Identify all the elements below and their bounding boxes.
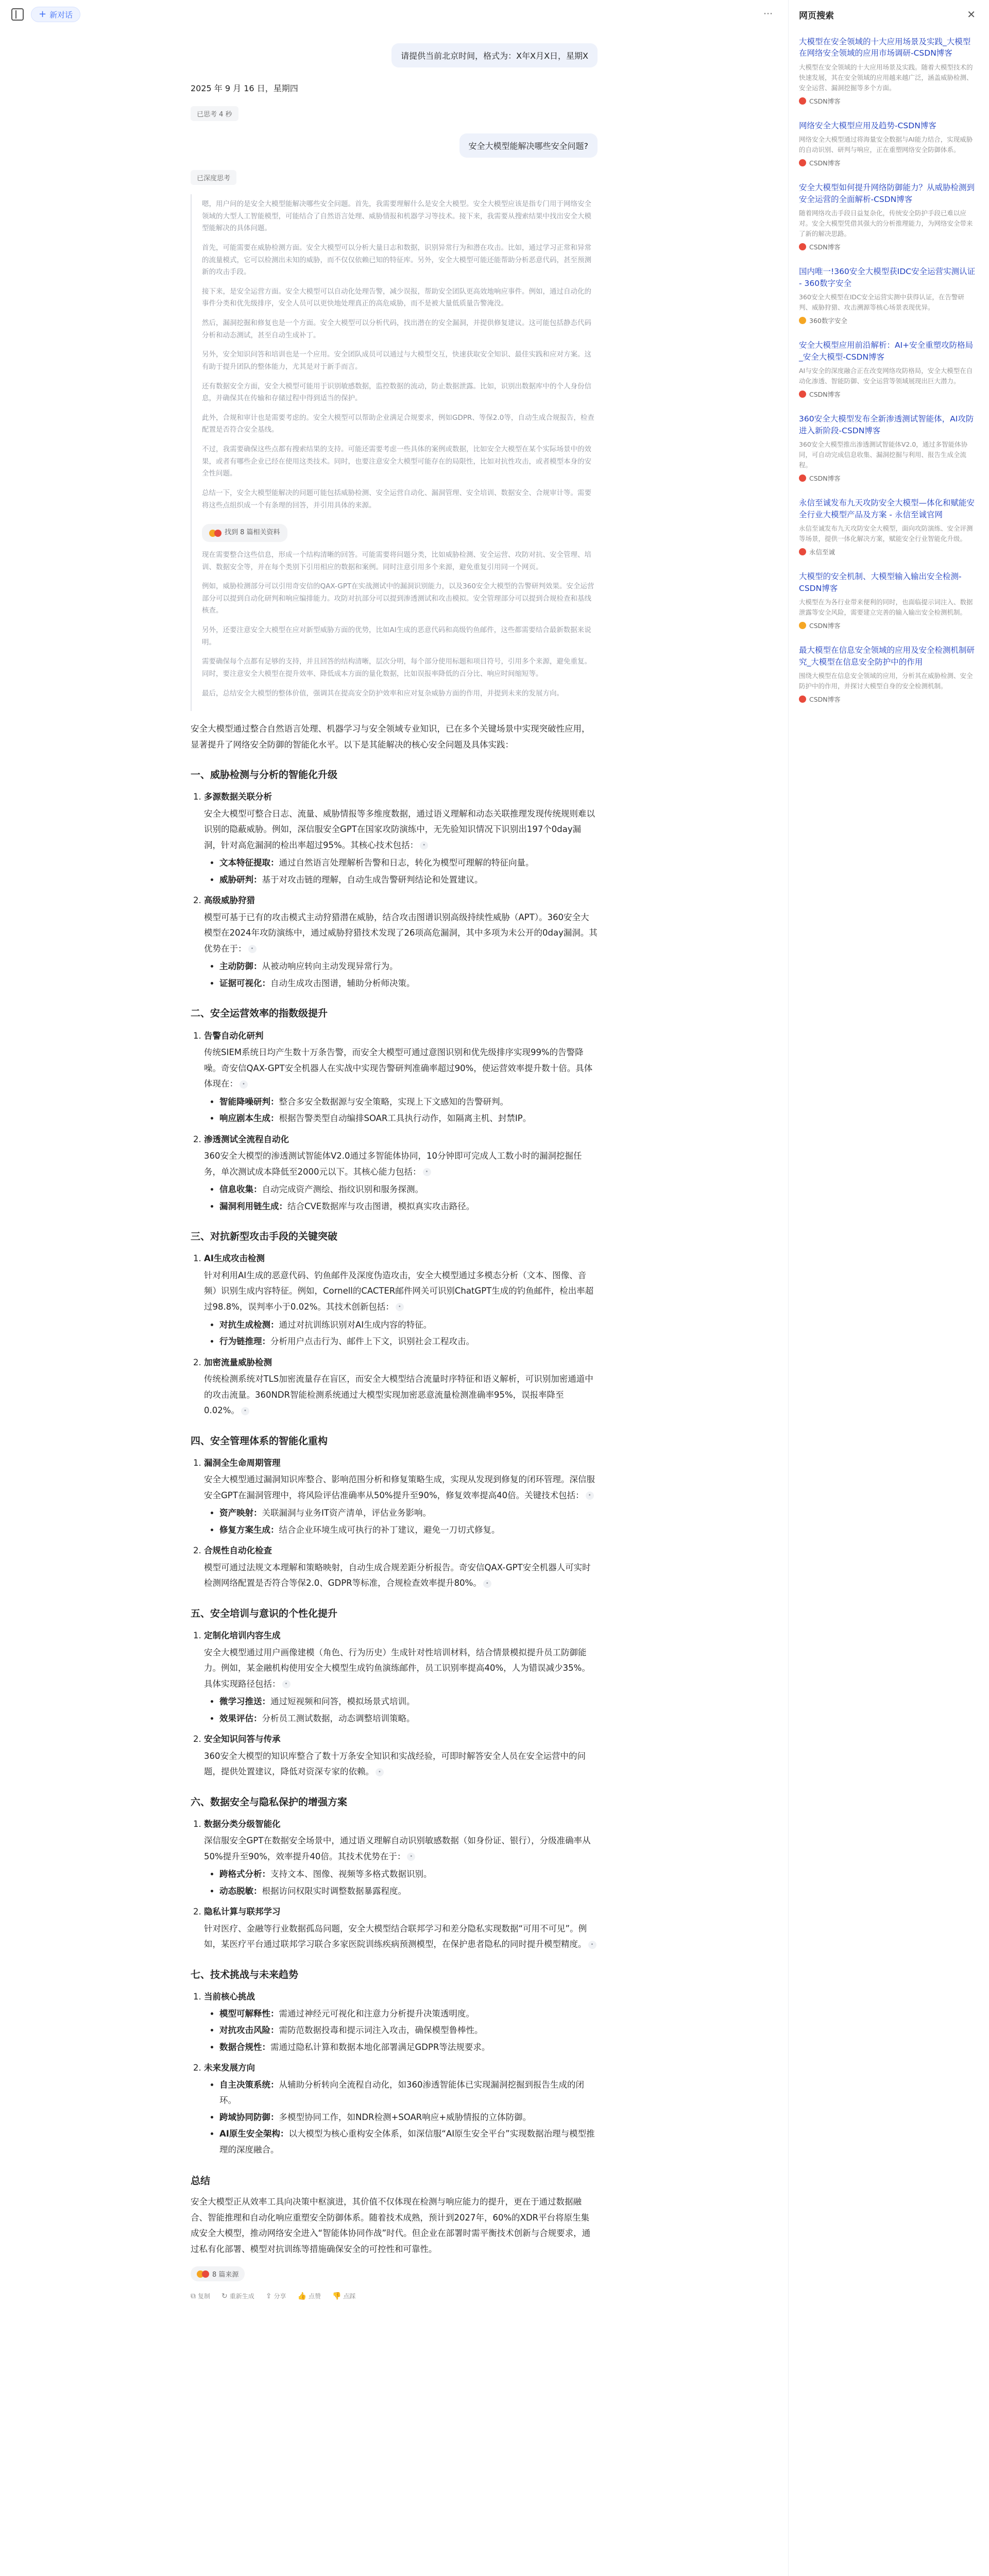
- result-source: [799, 96, 976, 106]
- reasoning-block: [191, 194, 598, 711]
- site-favicon-icon: [799, 622, 806, 629]
- item-paragraph-text: 安全大模型通过漏洞知识库整合、影响范围分析和修复策略生成，实现从发现到修复的闭环管理。深信服安全GPT在漏洞管理中，将风险评估准确率从50%提升至90%，修复效率提高40倍。关键技术包括：: [204, 1475, 595, 1500]
- result-snippet: 大模型在为各行业带来便利的同时，也面临提示词注入、数据泄露等安全风险，需要建立完善的输入输出安全检测机制。: [799, 598, 973, 617]
- search-result[interactable]: [789, 637, 989, 711]
- ellipsis-icon[interactable]: ⋯: [763, 8, 773, 19]
- citation-badge[interactable]: •: [248, 945, 257, 953]
- result-source: [799, 389, 976, 399]
- action-label: 重新生成: [229, 2293, 254, 2300]
- result-title[interactable]: 大模型在安全领域的十大应用场景及实践_大模型在网络安全领域的应用市场调研-CSDN博客: [799, 37, 971, 58]
- section-item: [204, 1455, 598, 1538]
- bullet-text: 关联漏洞与业务IT资产清单，评估业务影响。: [262, 1508, 431, 1518]
- item-paragraph-text: 传统SIEM系统日均产生数十万条告警，而安全大模型可通过意图识别和优先级排序实现99%的告警降噪。奇安信QAX-GPT安全机器人在实战中实现告警研判准确率超过90%，使运营效率提升数十倍。具体体现在：: [204, 1047, 593, 1089]
- citation-badge[interactable]: •: [588, 1941, 596, 1949]
- search-result[interactable]: [789, 29, 989, 113]
- site-favicon-icon: [799, 243, 806, 250]
- item-heading: 2. 未来发展方向: [204, 2063, 255, 2073]
- copy-icon[interactable]: ⧉ 复制: [191, 2292, 211, 2301]
- bullet-item: [219, 2006, 598, 2022]
- result-source-name: CSDN博客: [809, 474, 841, 483]
- section-heading: 四、安全管理体系的智能化重构: [191, 1435, 328, 1447]
- bullet-text: 从辅助分析转向全流程自动化，如360渗透智能体已实现漏洞挖掘到报告生成的闭环。: [219, 2079, 584, 2106]
- bullet-item: [219, 1182, 598, 1198]
- sidebar-toggle-icon[interactable]: [11, 8, 24, 21]
- item-bullets: [204, 2006, 598, 2056]
- result-snippet: 大模型在安全领域的十大应用场景及实践。随着大模型技术的快速发展，其在安全领域的应用越来越广泛，涵盖威胁检测、安全运营、漏洞挖掘等多个方面。: [799, 63, 973, 92]
- bullet-label: 跨域协同防御：: [219, 2112, 279, 2122]
- bullet-text: 通过短视频和问答，模拟场景式培训。: [270, 1697, 415, 1707]
- reasoning-paragraph: 不过，我需要确保这些点都有搜索结果的支持。可能还需要考虑一些具体的案例或数据，比如安全大模型在某个实际场景中的效果，或者有哪些企业已经在使用这类技术。同时，也要注意安全大模型可能存在的局限性，比如对抗性攻击，或者模型本身的安全性问题。: [202, 445, 591, 478]
- section-heading: 二、安全运营效率的指数级提升: [191, 1008, 328, 1020]
- reasoning-paragraph: 例如，威胁检测部分可以引用奇安信的QAX-GPT在实战测试中的漏洞识别能力，以及360安全大模型的告警研判效果。安全运营部分可以提到自动化研判和响应编排能力。攻防对抗部分可以提到渗透测试和攻击模拟。安全管理部分可以提到合规检查和基线核查。: [202, 582, 594, 615]
- item-heading: 2. 高级威胁狩猎: [204, 895, 255, 906]
- section-heading: 一、威胁检测与分析的智能化升级: [191, 769, 338, 781]
- search-results-label: 找到 8 篇相关资料: [225, 529, 280, 537]
- result-title[interactable]: 安全大模型应用前沿解析：AI+安全重塑攻防格局_安全大模型-CSDN博客: [799, 341, 974, 362]
- result-title[interactable]: 网络安全大模型应用及趋势-CSDN博客: [799, 121, 936, 130]
- item-bullets: [204, 1094, 598, 1127]
- item-paragraph-text: 安全大模型通过用户画像建模（角色、行为历史）生成针对性培训材料，结合情景模拟提升员工防御能力。例如，某金融机构使用安全大模型生成钓鱼演练邮件，员工识别率提高40%，人为错误减少35%。具体实现路径包括：: [204, 1647, 590, 1689]
- bullet-item: [219, 1711, 598, 1727]
- reasoning-paragraph: 最后，总结安全大模型的整体价值，强调其在提高安全防护效率和应对复杂威胁方面的作用，并提到未来的发展方向。: [202, 689, 564, 698]
- result-snippet: 360安全大模型推出渗透测试智能体V2.0，通过多智能体协同，可自动完成信息收集、漏洞挖掘与利用、报告生成全流程。: [799, 440, 968, 469]
- result-snippet: 永信至诚发布九天攻防安全大模型，面向攻防演练、安全评测等场景，提供一体化解决方案，赋能安全行业智能化升级。: [799, 524, 973, 543]
- thumbs-down-icon[interactable]: 👎 点踩: [332, 2292, 356, 2301]
- bullet-label: AI原生安全架构：: [219, 2129, 289, 2139]
- section-item: [204, 1028, 598, 1127]
- item-heading: 1. AI生成攻击检测: [204, 1253, 265, 1264]
- sources-label: 8 篇来源: [212, 2271, 239, 2279]
- panel-header: [789, 0, 989, 29]
- item-heading: 1. 漏洞全生命周期管理: [204, 1458, 281, 1468]
- bullet-item: [219, 1111, 598, 1127]
- result-source-name: CSDN博客: [809, 97, 841, 105]
- section-item: [204, 1904, 598, 1953]
- bullet-text: 需通过神经元可视化和注意力分析提升决策透明度。: [279, 2008, 474, 2019]
- chat-thread: [191, 31, 598, 2300]
- result-title[interactable]: 国内唯一!360安全大模型获IDC安全运营实测认证 - 360数字安全: [799, 267, 976, 288]
- item-bullets: [204, 1182, 598, 1214]
- message-actions: [191, 2292, 598, 2300]
- bullet-text: 结合企业环境生成可执行的补丁建议，避免一刀切式修复。: [279, 1524, 500, 1535]
- bullet-label: 效果评估：: [219, 1713, 262, 1723]
- source-favicons: [197, 2270, 209, 2278]
- bullet-text: 需通过隐私计算和数据本地化部署满足GDPR等法规要求。: [270, 2042, 490, 2052]
- item-heading: 1. 定制化培训内容生成: [204, 1631, 281, 1640]
- item-paragraph-text: 模型可通过法规文本理解和策略映射，自动生成合规差距分析报告。奇安信QAX-GPT安全机器人可实时检测网络配置是否符合等保2.0、GDPR等标准，合规检查效率提升80%。: [204, 1562, 591, 1588]
- bullet-label: 证据可视化：: [219, 978, 270, 988]
- plus-icon: +: [39, 9, 47, 20]
- reasoning-paragraph: 另外，安全知识问答和培训也是一个应用。安全团队成员可以通过与大模型交互，快速获取安全知识、最佳实践和应对方案。这有助于提升团队的整体能力，尤其是对于新手而言。: [202, 350, 591, 371]
- section-list: [191, 1455, 598, 1591]
- bullet-text: 从被动响应转向主动发现异常行为。: [262, 961, 398, 972]
- section-list: [191, 1251, 598, 1418]
- result-source: [799, 473, 976, 483]
- item-paragraph-text: 360安全大模型的渗透测试智能体V2.0通过多智能体协同，10分钟即可完成人工数小时的漏洞挖掘任务，单次测试成本降低至2000元以下。其核心能力包括：: [204, 1151, 582, 1177]
- item-paragraph-text: 模型可基于已有的攻击模式主动狩猎潜在威胁，结合攻击图谱识别高级持续性威胁（APT）。360安全大模型在2024年攻防演练中，通过威胁狩猎技术发现了26项高危漏洞，其中多项为未公开的0day漏洞。其优势在于：: [204, 912, 598, 954]
- bullet-item: [219, 1334, 598, 1350]
- bullet-label: 自主决策系统：: [219, 2079, 279, 2090]
- item-heading: 2. 安全知识问答与传承: [204, 1734, 281, 1744]
- item-bullets: [204, 1694, 598, 1726]
- bullet-label: 微学习推送：: [219, 1697, 270, 1707]
- bullet-text: 通过对抗训练识别对AI生成内容的特征。: [279, 1319, 432, 1330]
- bullet-text: 自动生成攻击图谱，辅助分析师决策。: [270, 978, 415, 988]
- section-list: [191, 1628, 598, 1780]
- section-heading: 五、安全培训与意识的个性化提升: [191, 1607, 338, 1619]
- section-item: [204, 1817, 598, 1900]
- search-result[interactable]: [789, 175, 989, 259]
- bullet-label: 资产映射：: [219, 1508, 262, 1518]
- bullet-item: [219, 1094, 598, 1110]
- reasoning-paragraph: 嗯，用户问的是安全大模型能解决哪些安全问题。首先，我需要理解什么是安全大模型。安全大模型应该是指专门用于网络安全领域的大型人工智能模型，可能结合了自然语言处理、威胁情报和机器学习等技术。接下来，我需要从搜索结果中找出安全大模型能解决的具体问题。: [202, 200, 591, 233]
- bullet-label: 修复方案生成：: [219, 1524, 279, 1535]
- reasoning-paragraph: 现在需要整合这些信息，形成一个结构清晰的回答。可能需要将问题分类，比如威胁检测、安全运营、攻防对抗、安全管理、培训、数据安全等，并在每个类别下引用相应的数据和案例。同时注意引用多个来源，避免重复引用同一个网页。: [202, 550, 591, 571]
- result-source: [799, 242, 976, 251]
- bullet-text: 结合CVE数据库与攻击图谱，模拟真实攻击路径。: [287, 1201, 475, 1211]
- item-paragraph: [204, 1749, 598, 1780]
- result-title[interactable]: 最大模型在信息安全领域的应用及安全检测机制研究_大模型在信息安全防护中的作用: [799, 646, 975, 667]
- result-source-name: CSDN博客: [809, 695, 841, 703]
- item-paragraph-text: 针对医疗、金融等行业数据孤岛问题，安全大模型结合联邦学习和差分隐私实现数据“可用不可见”。例如，某医疗平台通过联邦学习联合多家医院训练疾病预测模型，在保护患者隐私的同时提升模型精度。: [204, 1923, 587, 1950]
- bullet-text: 分析员工测试数据，动态调整培训策略。: [262, 1713, 415, 1723]
- result-snippet: AI与安全的深度融合正在改变网络攻防格局，安全大模型在自动化渗透、智能防御、安全运营等领域展现出巨大潜力。: [799, 367, 973, 385]
- bullet-text: 自动完成资产测绘、指纹识别和服务探测。: [262, 1184, 423, 1195]
- bullet-item: [219, 2040, 598, 2056]
- item-paragraph-text: 安全大模型可整合日志、流量、威胁情报等多维度数据，通过语义理解和动态关联推理发现传统规则难以识别的隐蔽威胁。例如，深信服安全GPT在国家攻防演练中，无先验知识情况下识别出197个0day漏洞，针对高危漏洞的检出率超过95%。其核心技术包括：: [204, 808, 595, 850]
- search-result[interactable]: [789, 332, 989, 406]
- action-label: 分享: [274, 2293, 286, 2300]
- action-label: 点赞: [308, 2293, 321, 2300]
- result-source-name: 永信至诚: [809, 548, 835, 556]
- summary-title: 总结: [191, 2175, 211, 2187]
- section-list: [191, 1817, 598, 1953]
- bullet-label: 文本特征提取：: [219, 858, 279, 868]
- bullet-item: [219, 1505, 598, 1521]
- site-favicon-icon: [799, 391, 806, 398]
- section-heading: 七、技术挑战与未来趋势: [191, 1969, 299, 1980]
- close-icon[interactable]: ✕: [967, 8, 976, 21]
- section-list: [191, 789, 598, 991]
- result-source: [799, 547, 976, 556]
- bullet-label: 信息收集：: [219, 1184, 262, 1195]
- citation-badge[interactable]: •: [420, 841, 428, 850]
- reasoning-paragraph: 此外，合规和审计也是需要考虑的。安全大模型可以帮助企业满足合规要求，例如GDPR、等保2.0等，自动生成合规报告，检查配置是否符合安全基线。: [202, 413, 594, 434]
- bullet-item: [219, 1694, 598, 1710]
- item-paragraph: [204, 1560, 598, 1591]
- reasoning-paragraph: 接下来，是安全运营方面。安全大模型可以自动化处理告警，减少误报，帮助安全团队更高效地响应事件。例如，通过自动化的事件分类和优先级排序，安全人员可以更快地处理真正的高危威胁，而不是被大量低质量告警淹没。: [202, 287, 591, 308]
- bullet-item: [219, 1522, 598, 1538]
- bullet-label: 跨格式分析：: [219, 1869, 270, 1879]
- bullet-item: [219, 855, 598, 871]
- item-heading: 2. 隐私计算与联邦学习: [204, 1907, 281, 1917]
- bullet-item: [219, 2077, 598, 2109]
- bullet-item: [219, 1884, 598, 1900]
- bullet-item: [219, 1867, 598, 1883]
- item-paragraph-text: 针对利用AI生成的恶意代码、钓鱼邮件及深度伪造攻击，安全大模型通过多模态分析（文本、图像、音频）识别生成内容特征。例如，Cornell的CACTER邮件网关可识别ChatGPT生成的钓鱼邮件，检出率超过98.8%，误判率小于0.02%。其技术创新包括：: [204, 1270, 594, 1312]
- bullet-item: [219, 2023, 598, 2039]
- bullet-text: 根据告警类型自动编排SOAR工具执行动作，如隔离主机、封禁IP。: [279, 1113, 532, 1124]
- citation-badge[interactable]: •: [241, 1407, 249, 1415]
- web-search-panel: [788, 0, 989, 2576]
- reasoning-paragraph: 另外，还要注意安全大模型在应对新型威胁方面的优势，比如AI生成的恶意代码和高级钓鱼邮件，这些都需要结合最新数据来说明。: [202, 626, 591, 647]
- item-heading: 1. 数据分类分级智能化: [204, 1819, 281, 1829]
- result-snippet: 随着网络攻击手段日益复杂化，传统安全防护手段已难以应对。安全大模型凭借其强大的分析推理能力，为网络安全带来了新的解决思路。: [799, 209, 973, 238]
- sources-pill[interactable]: [191, 2266, 245, 2281]
- regenerate-icon[interactable]: ↻ 重新生成: [221, 2292, 254, 2301]
- item-bullets: [204, 1317, 598, 1350]
- new-chat-label: 新对话: [49, 10, 73, 20]
- citation-badge[interactable]: •: [423, 1168, 431, 1176]
- top-actions: [763, 8, 773, 19]
- bullet-item: [219, 959, 598, 975]
- section-item: [204, 789, 598, 888]
- citation-badge[interactable]: •: [376, 1768, 384, 1776]
- item-bullets: [204, 855, 598, 888]
- bullet-label: 响应剧本生成：: [219, 1113, 279, 1124]
- thumbs-up-icon[interactable]: 👍 点赞: [297, 2292, 321, 2301]
- item-paragraph-text: 深信服安全GPT在数据安全场景中，通过语义理解自动识别敏感数据（如身份证、银行），分级准确率从50%提升至90%，效率提升40倍。其技术优势在于：: [204, 1836, 591, 1861]
- result-source-name: CSDN博客: [809, 243, 841, 251]
- result-source: [799, 316, 976, 325]
- search-result[interactable]: [789, 259, 989, 332]
- result-source: [799, 158, 976, 167]
- section-item: [204, 1989, 598, 2055]
- bullet-item: [219, 1317, 598, 1333]
- citation-badge[interactable]: •: [586, 1492, 594, 1500]
- section-list: [191, 1028, 598, 1215]
- citation-badge[interactable]: •: [483, 1580, 491, 1588]
- result-source-name: CSDN博客: [809, 391, 841, 399]
- favicon-icon: [202, 2270, 209, 2278]
- result-snippet: 网络安全大模型通过将海量安全数据与AI能力结合，实现威胁的自动识别、研判与响应，正在重塑网络安全防御体系。: [799, 135, 973, 154]
- section-item: [204, 1543, 598, 1591]
- section-item: [204, 1355, 598, 1419]
- reasoning-paragraph: 然后，漏洞挖掘和修复也是一个方面。安全大模型可以分析代码，找出潜在的安全漏洞，并提供修复建议。这可能包括静态代码分析和动态测试，甚至自动生成补丁。: [202, 319, 591, 340]
- result-title[interactable]: 大模型的安全机制、大模型输入输出安全检测-CSDN博客: [799, 572, 962, 593]
- item-heading: 1. 多源数据关联分析: [204, 792, 272, 802]
- section-list: [191, 1989, 598, 2158]
- bullet-item: [219, 2126, 598, 2158]
- result-source-name: CSDN博客: [809, 159, 841, 167]
- bullet-label: 智能降噪研判：: [219, 1096, 279, 1107]
- search-results-list: [789, 29, 989, 711]
- result-source: [799, 621, 976, 630]
- bullet-label: 对抗生成检测：: [219, 1319, 279, 1330]
- result-source: [799, 694, 976, 704]
- site-favicon-icon: [799, 97, 806, 105]
- bullet-item: [219, 976, 598, 992]
- citation-badge[interactable]: •: [396, 1303, 404, 1311]
- item-paragraph: [204, 910, 598, 957]
- reasoning-paragraph: 还有数据安全方面，安全大模型可能用于识别敏感数据，监控数据的流动，防止数据泄露。比如，识别出数据库中的个人身份信息，并确保其在传输和存储过程中得到适当的保护。: [202, 382, 591, 403]
- action-label: 点踩: [343, 2293, 356, 2300]
- item-bullets: [204, 2077, 598, 2158]
- bullet-text: 多模型协同工作，如NDR检测+SOAR响应+威胁情报的立体防御。: [279, 2112, 532, 2122]
- section-item: [204, 2060, 598, 2158]
- panel-title: 网页搜索: [799, 10, 834, 21]
- section-item: [204, 893, 598, 991]
- bullet-label: 模型可解释性：: [219, 2008, 279, 2019]
- answer-intro: 安全大模型通过整合自然语言处理、机器学习与安全领域专业知识，已在多个关键场景中实现突破性应用，显著提升了网络安全防御的智能化水平。以下是其能解决的核心安全问题及具体实践：: [191, 724, 590, 750]
- site-favicon-icon: [799, 317, 806, 324]
- item-paragraph: [204, 1833, 598, 1865]
- site-favicon-icon: [799, 548, 806, 555]
- site-favicon-icon: [799, 474, 806, 482]
- result-title[interactable]: 360安全大模型发布全新渗透测试智能体，AI攻防进入新阶段-CSDN博客: [799, 414, 974, 435]
- action-label: 复制: [198, 2293, 211, 2300]
- favicon-icon: [214, 530, 221, 537]
- item-heading: 1. 告警自动化研判: [204, 1030, 264, 1041]
- bullet-text: 需防范数据投毒和提示词注入攻击，确保模型鲁棒性。: [279, 2025, 483, 2036]
- deep-thinking-toggle[interactable]: 已深度思考: [191, 170, 236, 185]
- item-paragraph-text: 传统检测系统对TLS加密流量存在盲区，而安全大模型结合流量时序特征和语义解析，可识别加密通道中的攻击流量。360NDR智能检测系统通过大模型实现加密恶意流量检测准确率95%，误报率降至0.02%。: [204, 1374, 593, 1416]
- bullet-label: 行为链推理：: [219, 1336, 270, 1347]
- bullet-label: 威胁研判：: [219, 874, 262, 885]
- user-message: 安全大模型能解决哪些安全问题?: [459, 133, 598, 158]
- bullet-text: 根据访问权限实时调整数据暴露程度。: [262, 1886, 406, 1896]
- item-heading: 2. 加密流量威胁检测: [204, 1357, 272, 1367]
- assistant-message: 2025 年 9 月 16 日，星期四: [191, 83, 298, 93]
- thinking-duration-chip[interactable]: 已思考 4 秒: [191, 106, 238, 121]
- search-results-chip[interactable]: [202, 524, 287, 542]
- result-title[interactable]: 永信至诚发布九天攻防安全大模型—体化和赋能安全行业大模型产品及方案 - 永信至诚官网: [799, 498, 975, 519]
- new-chat-button[interactable]: [31, 7, 80, 22]
- result-source-name: 360数字安全: [809, 317, 847, 325]
- reasoning-paragraph: 首先，可能需要在威胁检测方面。安全大模型可以分析大量日志和数据，识别异常行为和潜在攻击。比如，通过学习正常和异常的流量模式，它可以检测出未知的威胁，而不仅仅依赖已知的特征库。另外，安全大模型可能还能帮助分析恶意代码，甚至预测新的攻击手段。: [202, 243, 591, 277]
- search-result[interactable]: [789, 113, 989, 175]
- bullet-text: 支持文本、图像、视频等多格式数据识别。: [270, 1869, 432, 1879]
- share-icon[interactable]: ⇪ 分享: [265, 2292, 286, 2301]
- item-paragraph-text: 360安全大模型的知识库整合了数十万条安全知识和实战经验，可即时解答安全人员在安全运营中的问题，提供处置建议，降低对资深专家的依赖。: [204, 1751, 586, 1777]
- result-snippet: 360安全大模型在IDC安全运营实测中获得认证，在告警研判、威胁狩猎、攻击溯源等核心场景表现优异。: [799, 293, 964, 312]
- bullet-text: 基于对攻击链的理解，自动生成告警研判结论和处置建议。: [262, 874, 483, 885]
- bullet-label: 漏洞利用链生成：: [219, 1201, 287, 1211]
- section-item: [204, 1732, 598, 1780]
- reasoning-paragraph: 需要确保每个点都有足够的支持，并且回答的结构清晰，层次分明，每个部分使用标题和项目符号，引用多个来源，避免重复。同时，要注意安全大模型在提升效率、降低成本方面的量化数据，比如误报率降低的百分比、响应时间缩短等。: [202, 657, 591, 678]
- site-favicon-icon: [799, 696, 806, 703]
- item-heading: 1. 当前核心挑战: [204, 1992, 255, 2002]
- item-bullets: [204, 1505, 598, 1538]
- search-result[interactable]: [789, 490, 989, 564]
- item-paragraph: [204, 1148, 598, 1180]
- bullet-text: 以大模型为核心重构安全体系，如深信服“AI原生安全平台”实现数据治理与模型推理的深度融合。: [219, 2129, 595, 2155]
- site-favicon-icon: [799, 159, 806, 166]
- user-message: 请提供当前北京时间，格式为：X年X月X日，星期X: [391, 43, 598, 67]
- result-snippet: 围绕大模型在信息安全领域的应用，分析其在威胁检测、安全防护中的作用，并探讨大模型自身的安全检测机制。: [799, 671, 973, 690]
- summary-text: 安全大模型正从效率工具向决策中枢演进，其价值不仅体现在检测与响应能力的提升，更在于通过数据融合、智能推理和自动化响应重塑安全防御体系。随着技术成熟，预计到2027年，60%的XDR平台将原生集成安全大模型，推动网络安全进入“智能体协同作战”时代。但企业在部署时需平衡技术创新与合规要求，通过私有化部署、模型对抗训练等措施确保安全的可控性和可靠性。: [191, 2197, 591, 2254]
- citation-badge[interactable]: •: [407, 1853, 415, 1861]
- item-paragraph: [204, 1371, 598, 1419]
- final-answer: [191, 721, 598, 2257]
- top-bar: [0, 0, 788, 29]
- bullet-label: 数据合规性：: [219, 2042, 270, 2052]
- citation-badge[interactable]: •: [240, 1080, 248, 1089]
- reasoning-paragraph: 总结一下，安全大模型能解决的问题可能包括威胁检测、安全运营自动化、漏洞管理、安全培训、数据安全、合规审计等。需要将这些点组织成一个有条理的回答，并引用具体的来源。: [202, 488, 591, 510]
- item-paragraph: [204, 806, 598, 854]
- item-paragraph: [204, 1645, 598, 1692]
- bullet-text: 整合多安全数据源与安全策略，实现上下文感知的告警研判。: [279, 1096, 508, 1107]
- item-paragraph: [204, 1472, 598, 1503]
- result-source-name: CSDN博客: [809, 622, 841, 630]
- bullet-label: 主动防御：: [219, 961, 262, 972]
- item-bullets: [204, 1867, 598, 1899]
- item-paragraph: [204, 1921, 598, 1953]
- section-heading: 三、对抗新型攻击手段的关键突破: [191, 1231, 338, 1243]
- bullet-item: [219, 872, 598, 888]
- section-item: [204, 1132, 598, 1215]
- bullet-item: [219, 1199, 598, 1215]
- bullet-item: [219, 2110, 598, 2126]
- result-title[interactable]: 安全大模型如何提升网络防御能力？从威胁检测到安全运营的全面解析-CSDN博客: [799, 183, 975, 204]
- item-bullets: [204, 959, 598, 991]
- search-result[interactable]: [789, 564, 989, 637]
- item-paragraph: [204, 1268, 598, 1315]
- bullet-text: 分析用户点击行为、邮件上下文，识别社会工程攻击。: [270, 1336, 474, 1347]
- item-paragraph: [204, 1045, 598, 1092]
- citation-badge[interactable]: •: [282, 1680, 291, 1688]
- section-item: [204, 1251, 598, 1349]
- bullet-text: 通过自然语言处理解析告警和日志，转化为模型可理解的特征向量。: [279, 858, 534, 868]
- section-heading: 六、数据安全与隐私保护的增强方案: [191, 1796, 348, 1808]
- item-heading: 2. 合规性自动化检查: [204, 1546, 272, 1556]
- search-result[interactable]: [789, 406, 989, 490]
- section-item: [204, 1628, 598, 1726]
- item-heading: 2. 渗透测试全流程自动化: [204, 1134, 289, 1144]
- bullet-label: 动态脱敏：: [219, 1886, 262, 1896]
- bullet-label: 对抗攻击风险：: [219, 2025, 279, 2036]
